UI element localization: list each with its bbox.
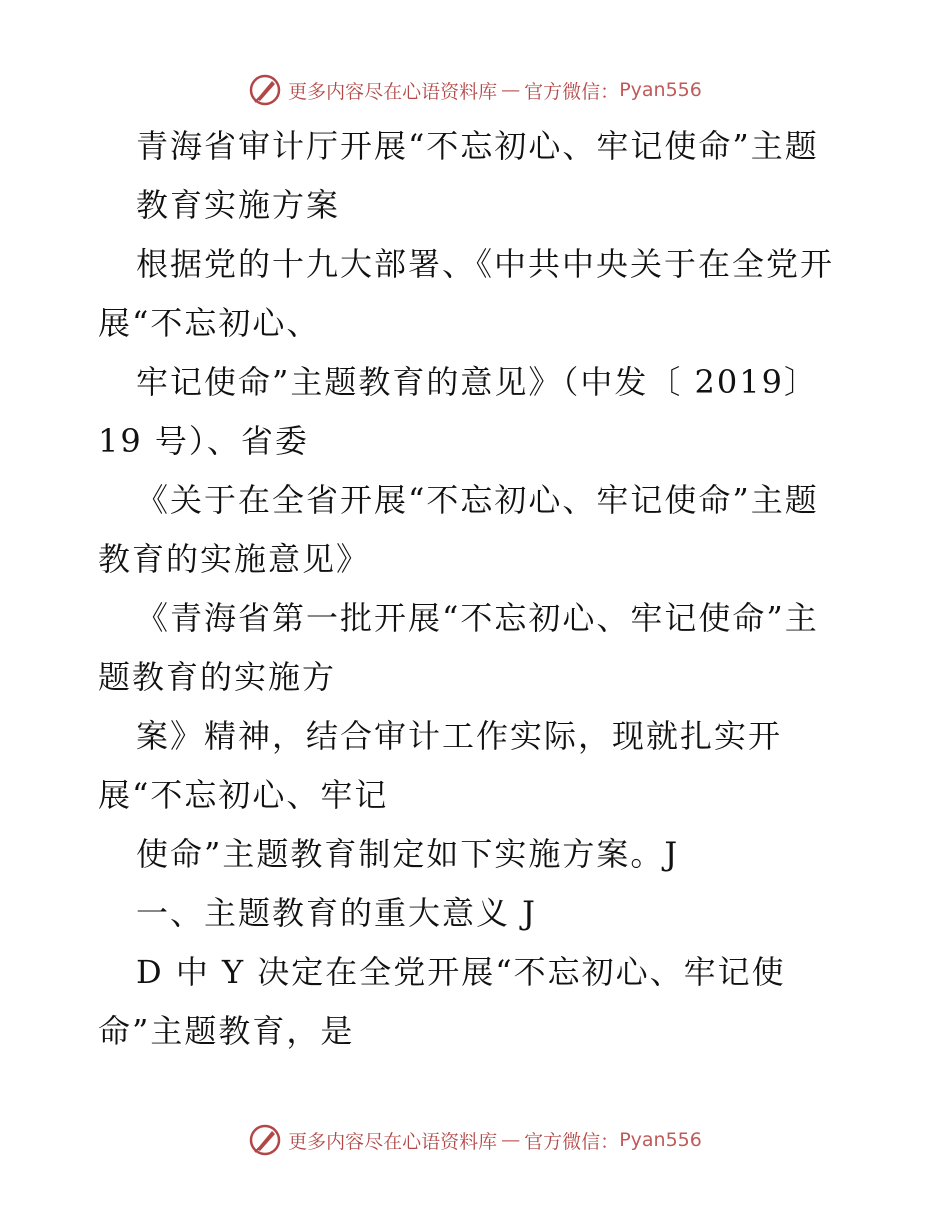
watermark-label: 官方微信： [524,80,620,103]
watermark-id: Pyan556 [619,1129,702,1151]
doc-title-line-1: 青海省审计厅开展“不忘初心、牢记使命”主题 [136,127,819,165]
doc-line: 19 号）、省委 [98,422,309,460]
watermark-text: 更多内容尽在心语资料库 [288,1130,498,1153]
doc-title-line-2: 教育实施方案 [136,186,341,224]
watermark-label: 官方微信： [524,1130,620,1153]
doc-line: 展“不忘初心、牢记 [98,776,389,814]
doc-line: 根据党的十九大部署、《中共中央关于在全党开 [136,245,835,283]
watermark-text: 更多内容尽在心语资料库 [288,80,498,103]
document-body [98,117,888,1061]
quill-logo-icon [248,73,282,107]
header-watermark [0,70,950,110]
doc-line: 命”主题教育，是 [98,1012,355,1050]
doc-line: 牢记使命”主题教育的意见》（中发〔 2019〕 [136,363,818,401]
doc-line: 使命”主题教育制定如下实施方案。J [136,835,680,873]
section-heading: 一、主题教育的重大意义 J [136,894,538,932]
watermark-separator: — [501,79,521,101]
doc-line: 《关于在全省开展“不忘初心、牢记使命”主题 [136,481,819,519]
doc-line: 案》精神，结合审计工作实际，现就扎实开 [136,717,783,755]
doc-line: D 中 Y 决定在全党开展“不忘初心、牢记使 [136,953,786,991]
doc-line: 《青海省第一批开展“不忘初心、牢记使命”主 [136,599,819,637]
quill-logo-icon [248,1123,282,1157]
doc-line: 教育的实施意见》 [98,540,371,578]
doc-line: 展“不忘初心、 [98,304,321,342]
watermark-id: Pyan556 [619,79,702,101]
doc-line: 题教育的实施方 [98,658,337,696]
watermark-separator: — [501,1129,521,1151]
footer-watermark [0,1120,950,1160]
